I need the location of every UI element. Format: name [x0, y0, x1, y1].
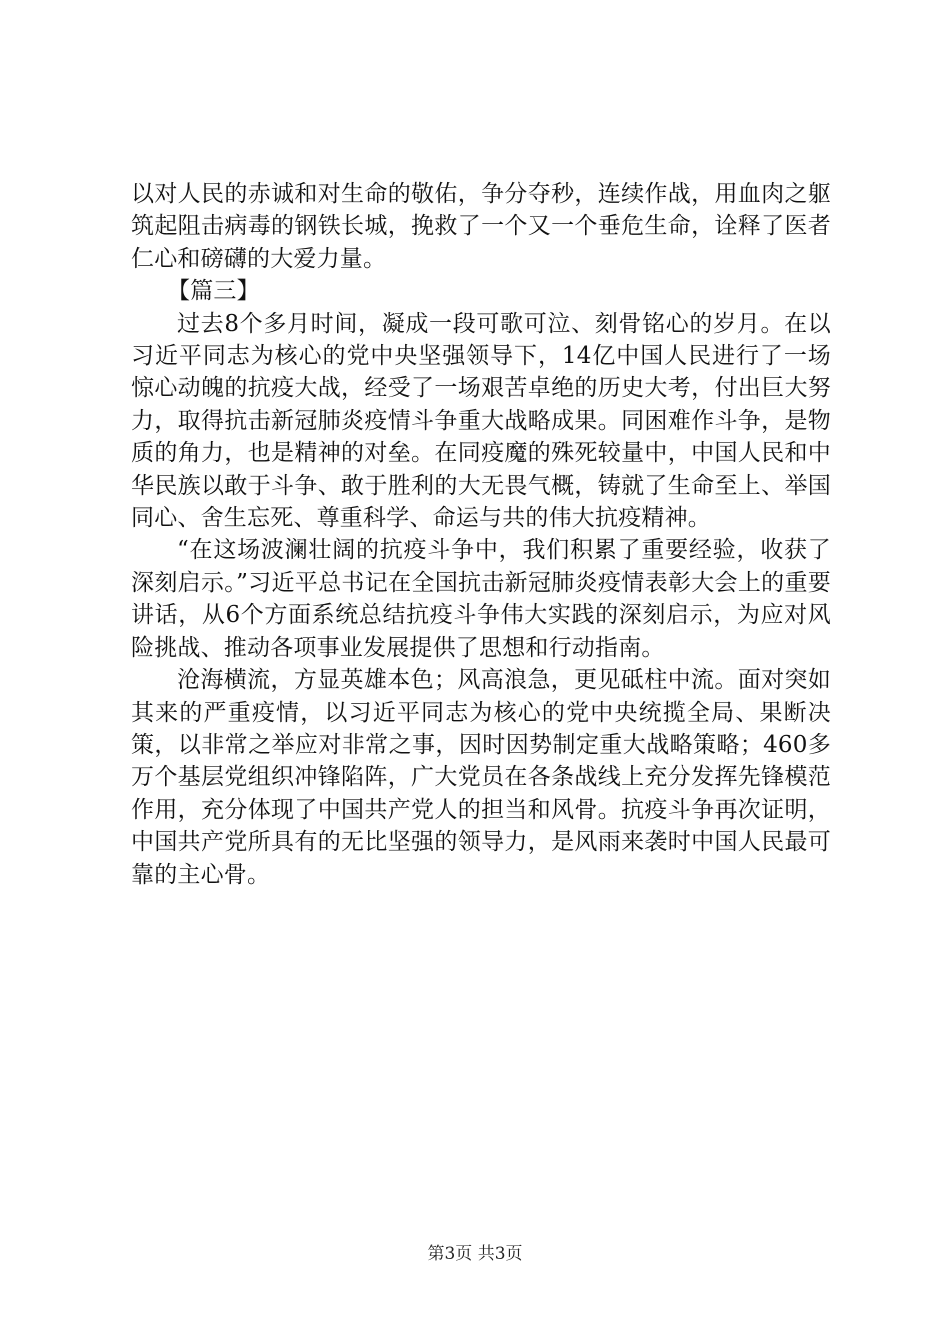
paragraph-continuation: 以对人民的赤诚和对生命的敬佑，争分夺秒，连续作战，用血肉之躯筑起阻击病毒的钢铁长城，挽救了一个又一个垂危生命，诠释了医者仁心和磅礴的大爱力量。 [131, 181, 831, 272]
paragraph: “在这场波澜壮阔的抗疫斗争中，我们积累了重要经验，收获了深刻启示。”习近平总书记在全国抗击新冠肺炎疫情表彰大会上的重要讲话，从6个方面系统总结抗疫斗争伟大实践的深刻启示，为应对风险挑战、推动各项事业发展提供了思想和行动指南。 [131, 537, 831, 661]
paragraph: 沧海横流，方显英雄本色；风高浪急，更见砥柱中流。面对突如其来的严重疫情，以习近平同志为核心的党中央统揽全局、果断决策，以非常之举应对非常之事，因时因势制定重大战略策略；460多万个基层党组织冲锋陷阵，广大党员在各条战线上充分发挥先锋模范作用，充分体现了中国共产党人的担当和风骨。抗疫斗争再次证明，中国共产党所具有的无比坚强的领导力，是风雨来袭时中国人民最可靠的主心骨。 [131, 667, 831, 888]
paragraph: 过去8个多月时间，凝成一段可歌可泣、刻骨铭心的岁月。在以习近平同志为核心的党中央坚强领导下，14亿中国人民进行了一场惊心动魄的抗疫大战，经受了一场艰苦卓绝的历史大考，付出巨大努力，取得抗击新冠肺炎疫情斗争重大战略成果。同困难作斗争，是物质的角力，也是精神的对垒。在同疫魔的殊死较量中，中国人民和中华民族以敢于斗争、敢于胜利的大无畏气概，铸就了生命至上、举国同心、舍生忘死、尊重科学、命运与共的伟大抗疫精神。 [131, 310, 831, 532]
page-footer: 第3页 共3页 [427, 1244, 523, 1264]
section-heading: 【篇三】 [167, 278, 260, 305]
document-body [131, 178, 831, 891]
